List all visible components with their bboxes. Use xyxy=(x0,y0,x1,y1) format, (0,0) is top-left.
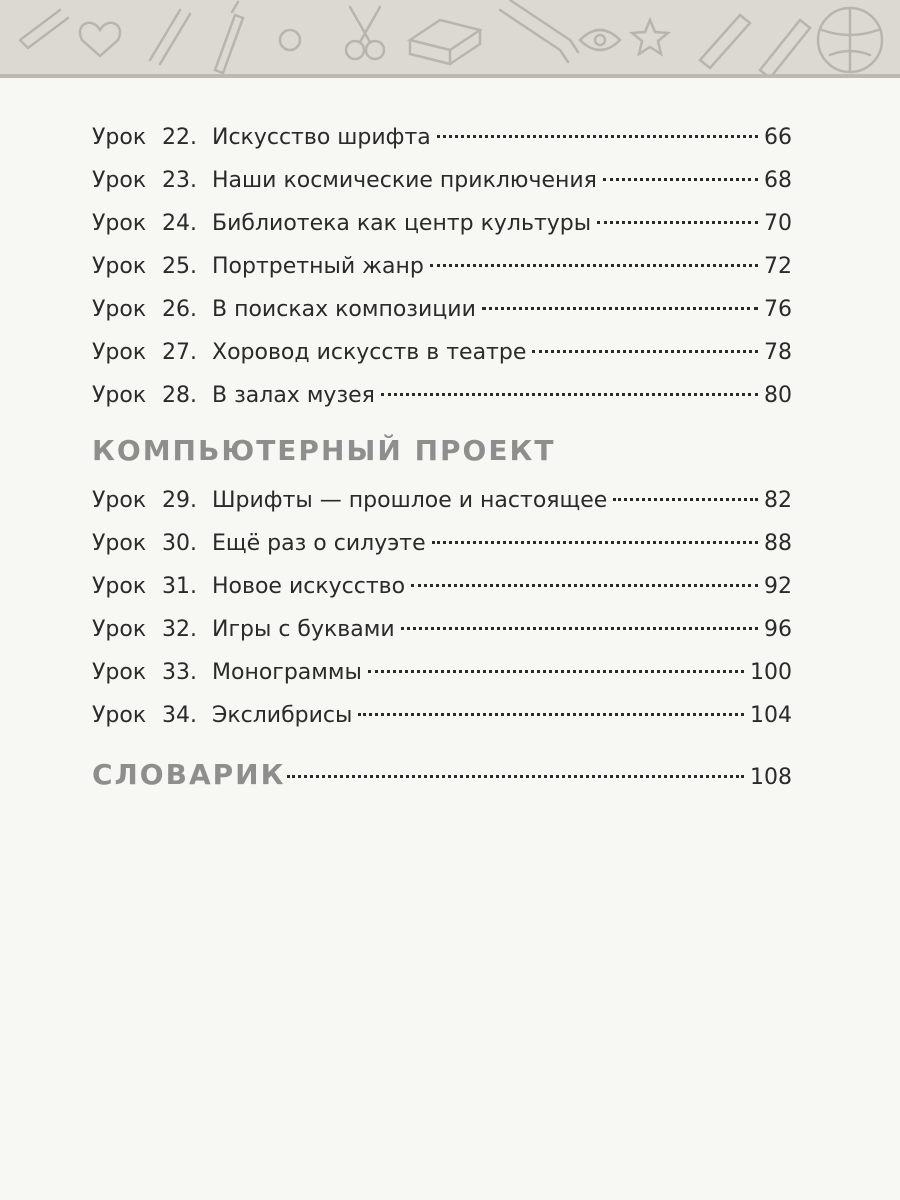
page-number: 108 xyxy=(750,765,792,790)
dot-leader xyxy=(381,393,758,396)
toc-row[interactable] xyxy=(92,374,792,417)
toc-row[interactable] xyxy=(92,565,792,608)
paint-dot-doodle-icon xyxy=(280,30,300,50)
dot-leader xyxy=(368,670,744,673)
dot-leader xyxy=(432,541,758,544)
band-divider xyxy=(0,74,900,78)
paintbrush-doodle-icon xyxy=(215,2,243,73)
page-number: 76 xyxy=(764,297,792,322)
lesson-number: 29. xyxy=(162,488,197,513)
toc-row[interactable] xyxy=(92,245,792,288)
toc-list-part1 xyxy=(92,116,792,417)
lesson-word: Урок xyxy=(92,340,147,365)
dot-leader xyxy=(437,135,758,138)
lesson-number: 30. xyxy=(162,531,197,556)
toc-row[interactable] xyxy=(92,159,792,202)
dot-leader xyxy=(482,307,758,310)
lesson-word: Урок xyxy=(92,211,147,236)
lesson-title: Новое искусство xyxy=(212,574,406,599)
glossary-entry[interactable] xyxy=(92,747,792,803)
toc-row[interactable] xyxy=(92,331,792,374)
lesson-title: Экслибрисы xyxy=(212,703,353,728)
star-doodle-icon xyxy=(632,20,668,54)
toc-row[interactable] xyxy=(92,651,792,694)
dot-leader xyxy=(401,627,758,630)
dot-leader xyxy=(603,178,758,181)
dot-leader xyxy=(430,264,758,267)
lesson-word: Урок xyxy=(92,703,147,728)
lesson-number: 32. xyxy=(162,617,197,642)
page-number: 66 xyxy=(764,125,792,150)
lesson-title: Монограммы xyxy=(212,660,362,685)
page-number: 68 xyxy=(764,168,792,193)
lesson-title: Искусство шрифта xyxy=(212,125,431,150)
lesson-number: 31. xyxy=(162,574,197,599)
toc-row[interactable] xyxy=(92,522,792,565)
paint-tube-doodle-icon xyxy=(500,0,578,62)
lesson-title: Портретный жанр xyxy=(212,254,424,279)
toc-row[interactable] xyxy=(92,479,792,522)
pencil-doodle-icon-2 xyxy=(150,10,190,64)
lesson-number: 34. xyxy=(162,703,197,728)
page-number: 88 xyxy=(764,531,792,556)
page-number: 72 xyxy=(764,254,792,279)
scissors-doodle-icon xyxy=(346,41,364,59)
lesson-word: Урок xyxy=(92,617,147,642)
lesson-number: 24. xyxy=(162,211,197,236)
lesson-word: Урок xyxy=(92,383,147,408)
page-number: 78 xyxy=(764,340,792,365)
lesson-word: Урок xyxy=(92,254,147,279)
lesson-word: Урок xyxy=(92,660,147,685)
lesson-word: Урок xyxy=(92,125,147,150)
pencil-doodle-icon xyxy=(20,10,68,48)
eraser-doodle-icon xyxy=(410,20,480,64)
heart-doodle-icon xyxy=(80,23,120,56)
lesson-word: Урок xyxy=(92,297,147,322)
decorative-header-band xyxy=(0,0,900,78)
lesson-number: 23. xyxy=(162,168,197,193)
dot-leader xyxy=(358,713,744,716)
page-number: 80 xyxy=(764,383,792,408)
page-number: 96 xyxy=(764,617,792,642)
paint-tube-doodle-icon-2 xyxy=(700,15,810,78)
section-heading-computer-project: КОМПЬЮТЕРНЫЙ ПРОЕКТ xyxy=(92,434,556,467)
table-of-contents xyxy=(92,116,792,803)
lesson-number: 27. xyxy=(162,340,197,365)
lesson-word: Урок xyxy=(92,531,147,556)
lesson-number: 22. xyxy=(162,125,197,150)
lesson-title: Ещё раз о силуэте xyxy=(212,531,426,556)
lesson-title: В залах музея xyxy=(212,383,375,408)
page-number: 92 xyxy=(764,574,792,599)
lesson-number: 26. xyxy=(162,297,197,322)
dot-leader xyxy=(597,221,758,224)
lesson-word: Урок xyxy=(92,574,147,599)
glossary-title: СЛОВАРИК xyxy=(92,758,286,791)
doodle-pattern-icon xyxy=(0,0,900,78)
toc-row[interactable] xyxy=(92,694,792,737)
lesson-number: 33. xyxy=(162,660,197,685)
lesson-number: 28. xyxy=(162,383,197,408)
lesson-word: Урок xyxy=(92,488,147,513)
toc-list-part2 xyxy=(92,479,792,737)
toc-row[interactable] xyxy=(92,116,792,159)
toc-row[interactable] xyxy=(92,202,792,245)
toc-row[interactable] xyxy=(92,608,792,651)
page-number: 82 xyxy=(764,488,792,513)
lesson-title: Шрифты — прошлое и настоящее xyxy=(212,488,608,513)
dot-leader xyxy=(287,775,744,778)
dot-leader xyxy=(613,498,758,501)
eye-doodle-icon xyxy=(580,30,620,50)
page-number: 104 xyxy=(750,703,792,728)
lesson-word: Урок xyxy=(92,168,147,193)
dot-leader xyxy=(411,584,758,587)
lesson-title: Наши космические приключения xyxy=(212,168,597,193)
page-number: 70 xyxy=(764,211,792,236)
dot-leader xyxy=(532,350,758,353)
lesson-title: Библиотека как центр культуры xyxy=(212,211,592,236)
lesson-title: В поисках композиции xyxy=(212,297,476,322)
lesson-title: Игры с буквами xyxy=(212,617,395,642)
page-number: 100 xyxy=(750,660,792,685)
lesson-number: 25. xyxy=(162,254,197,279)
toc-row[interactable] xyxy=(92,288,792,331)
lesson-title: Хоровод искусств в театре xyxy=(212,340,527,365)
